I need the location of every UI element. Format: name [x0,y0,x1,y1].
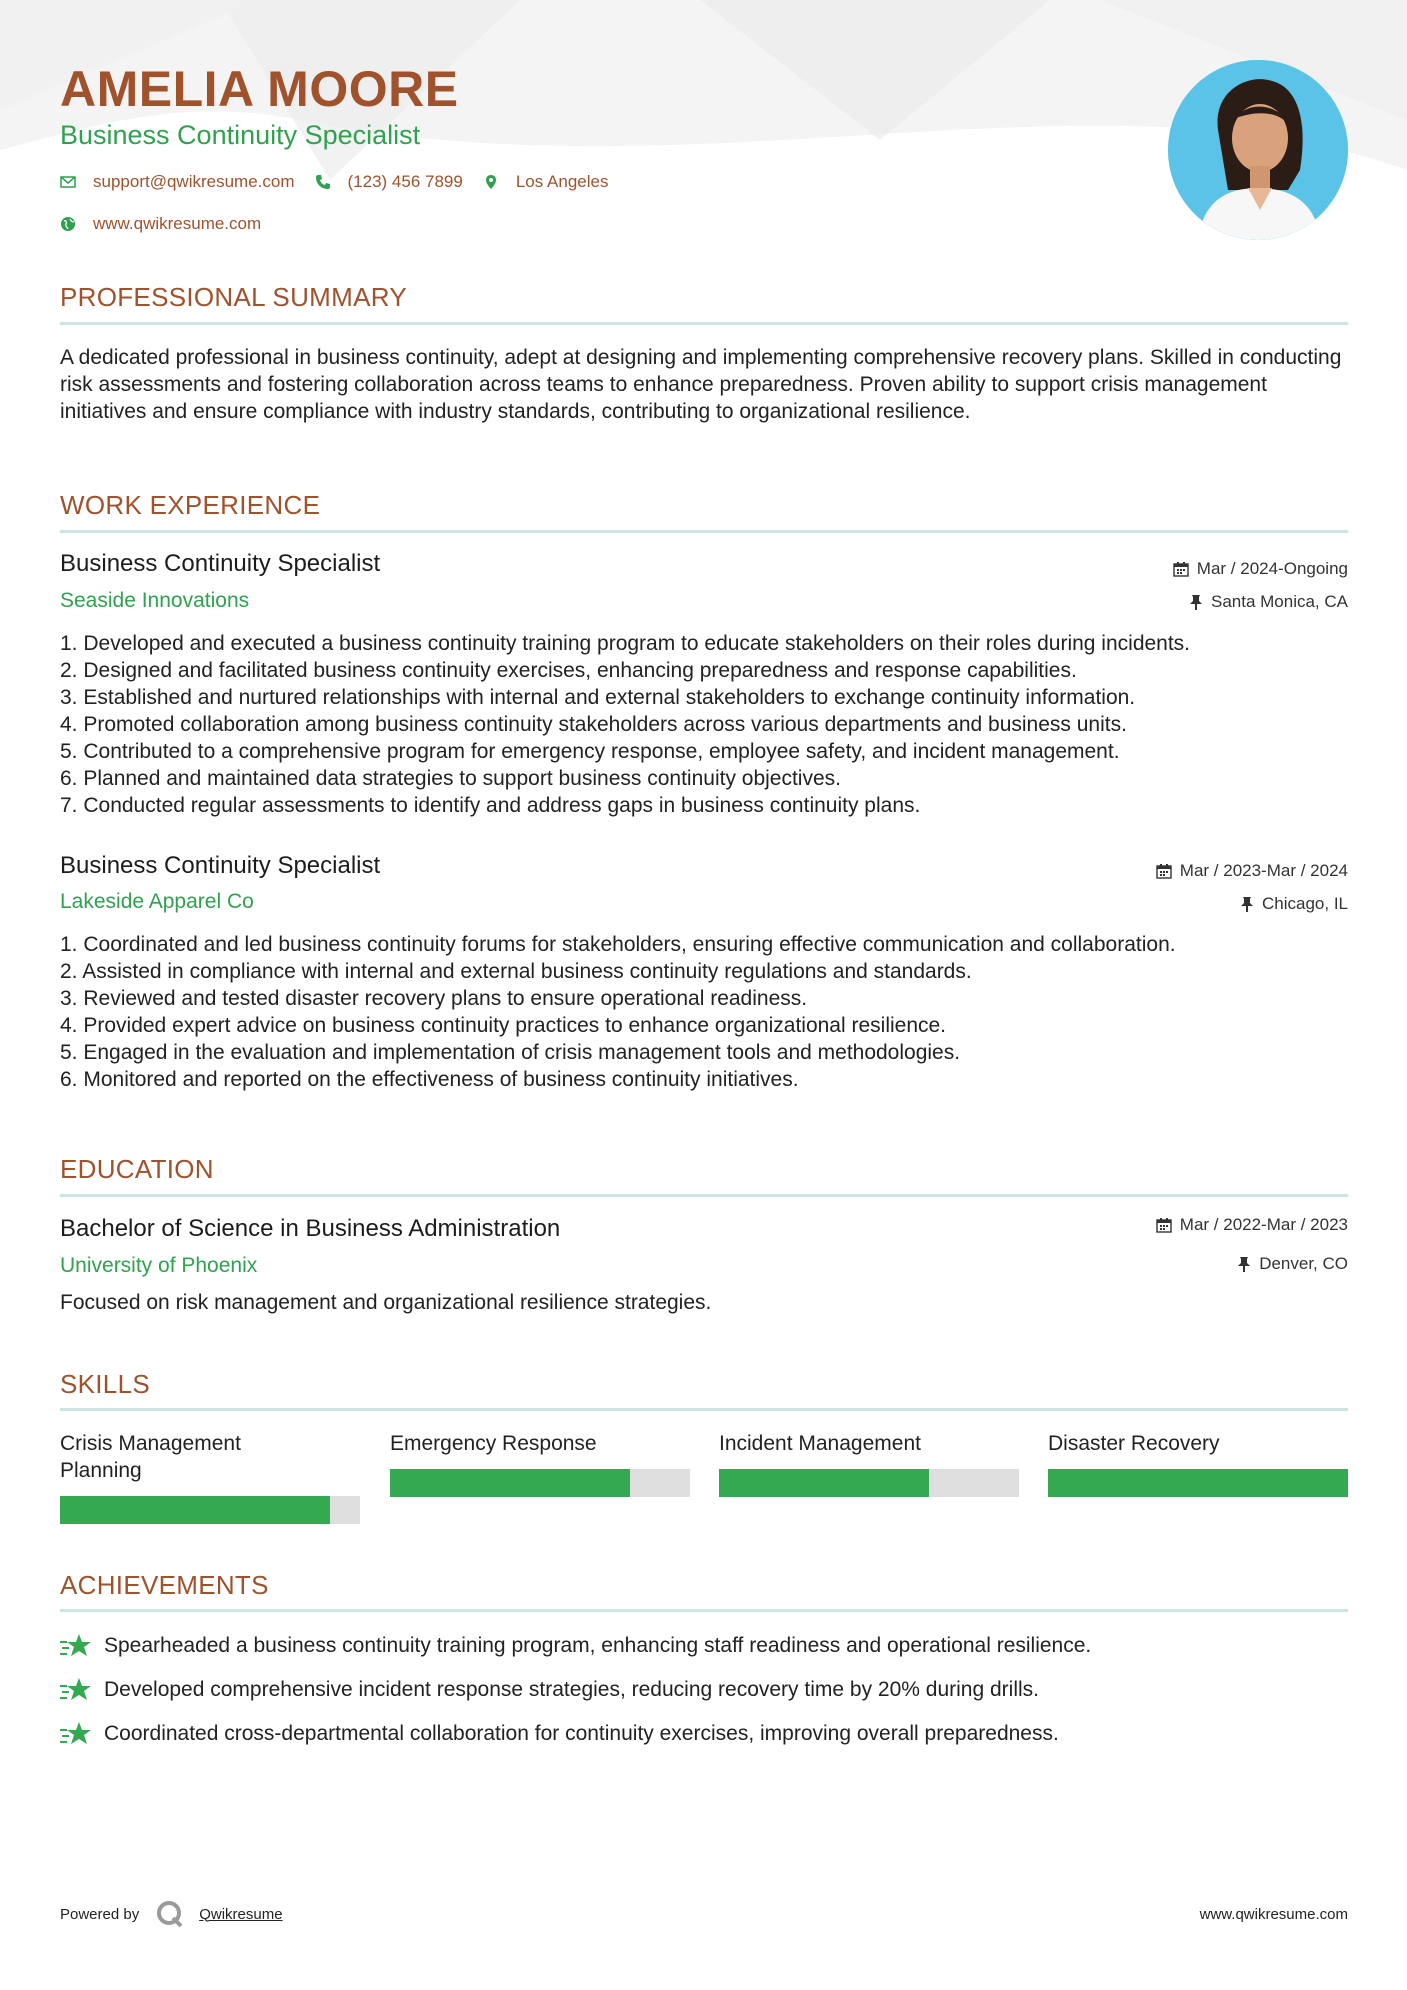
list-item: 3. Established and nurtured relationships with internal and external stakeholders to exchange continuity information. [60,686,1136,709]
calendar-icon [1173,561,1189,577]
list-item: 6. Planned and maintained data strategies to support business continuity objectives. [60,767,841,790]
skill-item [390,1430,690,1457]
section-divider [60,322,1348,325]
phone-icon [315,174,331,190]
job-location [1240,894,1348,914]
star-icon [60,1676,92,1704]
contact-website[interactable] [60,214,261,234]
education-heading: EDUCATION [60,1154,214,1184]
skill-name: Emergency Response [390,1432,597,1455]
achievements-heading: ACHIEVEMENTS [60,1570,269,1600]
pushpin-icon [1189,594,1203,610]
website-text: www.qwikresume.com [93,214,262,233]
section-divider [60,1408,1348,1411]
skill-name: Crisis Management Planning [60,1432,241,1482]
email-text: support@qwikresume.com [93,172,295,191]
calendar-icon [1156,863,1172,879]
list-item: 6. Monitored and reported on the effectiveness of business continuity initiatives. [60,1068,799,1091]
achievement-text: Spearheaded a business continuity training program, enhancing staff readiness and operational resilience. [104,1634,1092,1657]
skill-bar [60,1496,360,1524]
list-item: 1. Coordinated and led business continuity forums for stakeholders, ensuring effective communication and collaboration. [60,933,1176,956]
qwikresume-logo-icon [155,1899,185,1929]
section-divider [60,530,1348,533]
contact-row [60,172,628,192]
resume-page [60,0,1348,1990]
pushpin-icon [1237,1256,1251,1272]
skill-bar-fill [60,1496,330,1524]
job-location [1189,592,1348,612]
job-dates [1156,861,1348,881]
achievement-item [60,1632,1091,1660]
achievement-item [60,1676,1039,1704]
job-location-text: Chicago, IL [1262,894,1348,913]
map-pin-icon [483,174,499,190]
star-icon [60,1720,92,1748]
list-item: 2. Designed and facilitated business continuity exercises, enhancing preparedness and response capabilities. [60,659,1077,682]
candidate-title: Business Continuity Specialist [60,120,421,150]
skill-item [1048,1430,1348,1457]
footer-powered-by [60,1899,283,1929]
job-company: Lakeside Apparel Co [60,890,254,913]
list-item: 1. Developed and executed a business continuity training program to educate stakeholders on their roles during incidents. [60,632,1191,655]
summary-heading: PROFESSIONAL SUMMARY [60,282,407,312]
achievement-text: Coordinated cross-departmental collaboration for continuity exercises, improving overall preparedness. [104,1722,1059,1745]
summary-text: A dedicated professional in business continuity, adept at designing and implementing comprehensive recovery plans. Skilled in conducting risk assessments and fostering collaboration across teams to enhance preparedness. Proven ability to support crisis management initiatives and ensure compliance with industry standards, contributing to organizational resilience. [60,346,1342,423]
skill-item [719,1430,1019,1457]
contact-location [483,172,609,192]
section-divider [60,1194,1348,1197]
phone-text: (123) 456 7899 [347,172,463,191]
education-location-text: Denver, CO [1259,1254,1348,1273]
job-dates-text: Mar / 2024-Ongoing [1196,559,1348,578]
skill-bar-fill [719,1469,929,1497]
skill-name: Disaster Recovery [1048,1432,1220,1455]
job-bullets [60,931,1350,1093]
job-location-text: Santa Monica, CA [1210,592,1348,611]
experience-heading: WORK EXPERIENCE [60,490,321,520]
education-dates-text: Mar / 2022-Mar / 2023 [1179,1215,1348,1234]
skill-item [60,1430,360,1484]
list-item: 7. Conducted regular assessments to identify and address gaps in business continuity plans. [60,794,921,817]
contact-row-website [60,214,281,234]
skill-bar-fill [390,1469,630,1497]
list-item: 4. Provided expert advice on business continuity practices to enhance organizational resilience. [60,1014,947,1037]
list-item: 5. Contributed to a comprehensive program for emergency response, employee safety, and incident management. [60,740,1120,763]
contact-email[interactable] [60,172,295,192]
candidate-name: AMELIA MOORE [60,61,459,117]
list-item: 3. Reviewed and tested disaster recovery plans to ensure operational readiness. [60,987,808,1010]
achievement-text: Developed comprehensive incident response strategies, reducing recovery time by 20% during drills. [104,1678,1039,1701]
education-dates [1156,1215,1348,1235]
avatar [1168,60,1348,240]
contact-phone[interactable] [315,172,463,192]
calendar-icon [1156,1217,1172,1233]
skill-name: Incident Management [719,1432,921,1455]
education-degree: Bachelor of Science in Business Administration [60,1215,561,1242]
list-item: 4. Promoted collaboration among business continuity stakeholders across various departments and business units. [60,713,1127,736]
job-dates-text: Mar / 2023-Mar / 2024 [1179,861,1348,880]
skill-bar [1048,1469,1348,1497]
envelope-icon [60,174,76,190]
globe-icon [60,216,76,232]
brand-link[interactable]: Qwikresume [199,1905,283,1923]
achievement-item [60,1720,1059,1748]
powered-by-label: Powered by [60,1905,140,1923]
profile-photo [1168,60,1348,240]
job-bullets [60,630,1350,819]
job-company: Seaside Innovations [60,589,250,612]
job-dates [1173,559,1348,579]
list-item: 5. Engaged in the evaluation and implementation of crisis management tools and methodologies. [60,1041,961,1064]
pushpin-icon [1240,896,1254,912]
footer-website[interactable]: www.qwikresume.com [1199,1906,1348,1923]
education-location [1237,1254,1348,1274]
skills-heading: SKILLS [60,1369,150,1399]
job-title: Business Continuity Specialist [60,852,381,879]
location-text: Los Angeles [515,172,609,191]
star-icon [60,1632,92,1660]
job-title: Business Continuity Specialist [60,550,381,577]
list-item: 2. Assisted in compliance with internal and external business continuity regulations and standards. [60,960,972,983]
education-school: University of Phoenix [60,1254,258,1277]
education-description: Focused on risk management and organizational resilience strategies. [60,1291,712,1314]
section-divider [60,1609,1348,1612]
skill-bar [390,1469,690,1497]
skill-bar-fill [1048,1469,1348,1497]
skill-bar [719,1469,1019,1497]
